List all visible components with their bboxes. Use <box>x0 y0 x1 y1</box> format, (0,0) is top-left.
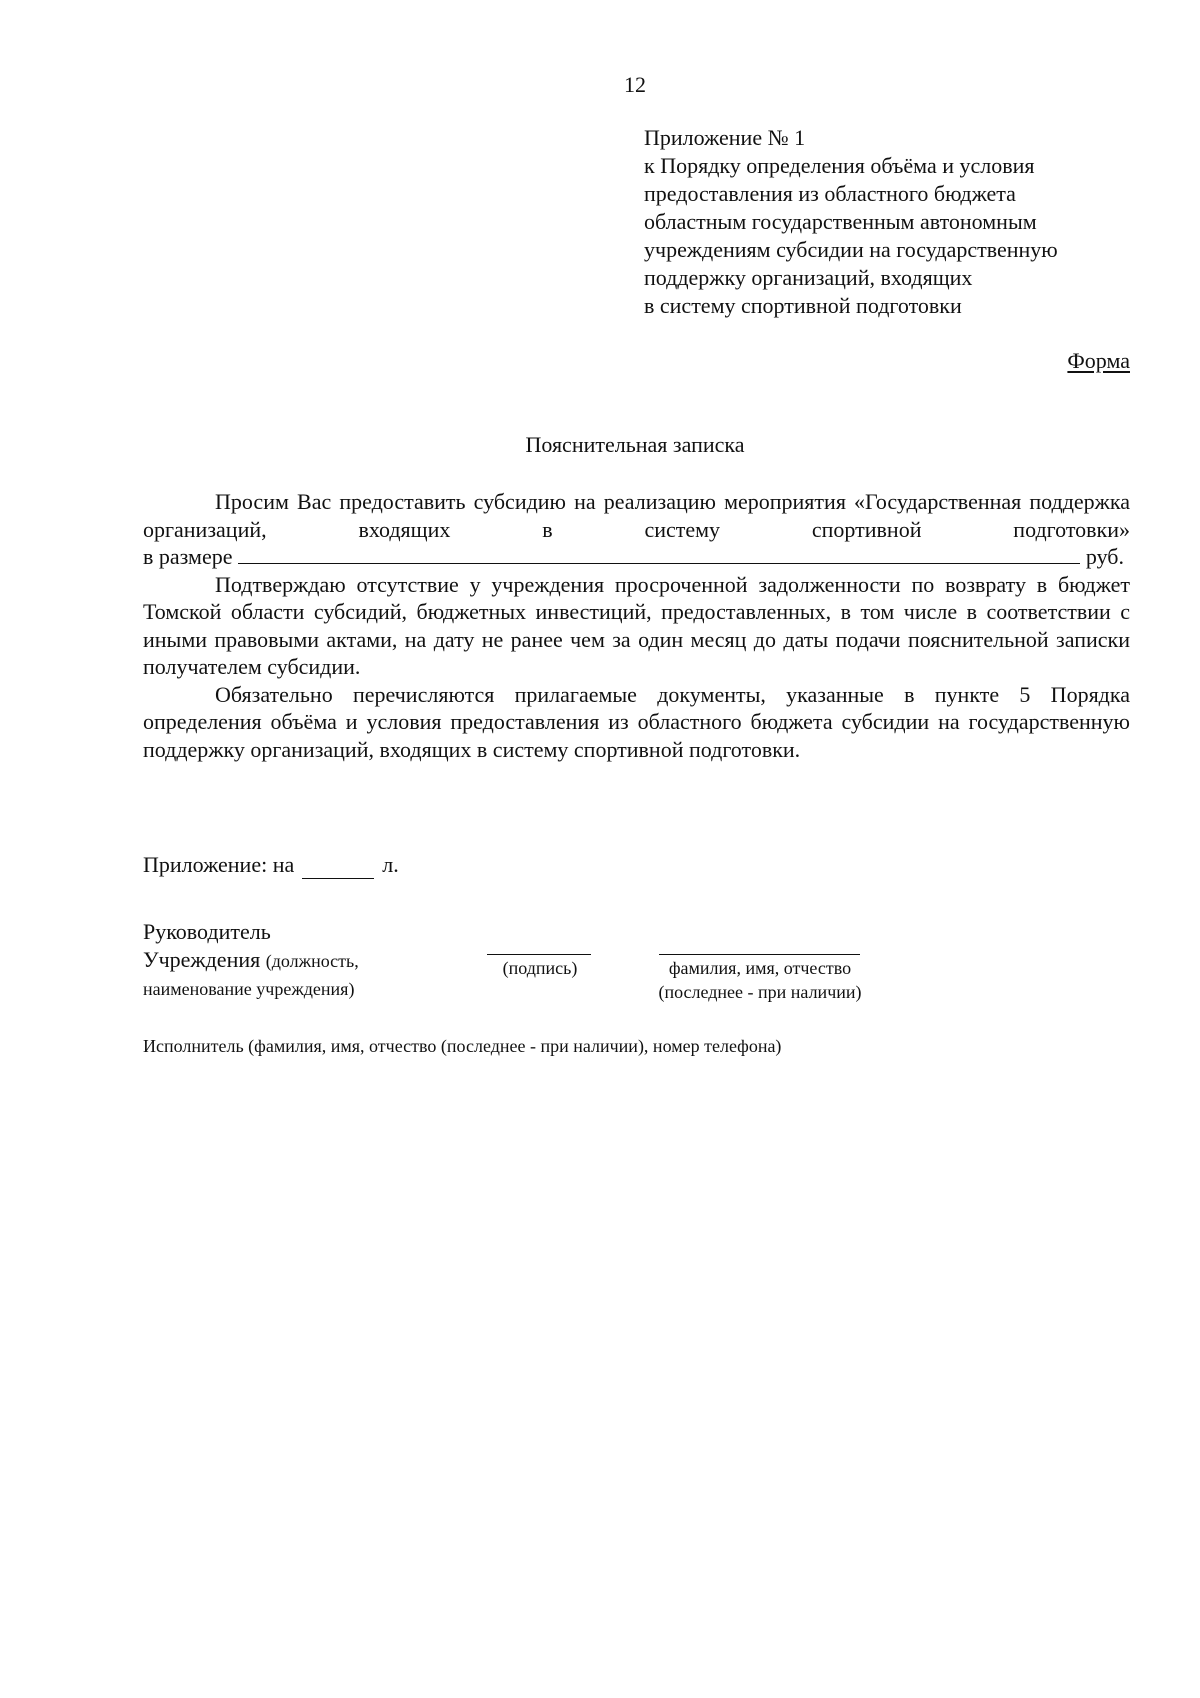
appendix-line: учреждениям субсидии на государственную <box>644 237 1058 262</box>
head-line-1: Руководитель <box>143 919 271 944</box>
head-line-2-main: Учреждения <box>143 947 261 972</box>
page-number: 12 <box>624 72 646 97</box>
appendix-line: предоставления из областного бюджета <box>644 181 1016 206</box>
document-title: Пояснительная записка <box>525 432 745 457</box>
amount-unit: руб. <box>1085 544 1124 569</box>
signature-blank-line <box>487 954 591 955</box>
paragraph-documents: Обязательно перечисляются прилагаемые документы, указанные в пункте 5 Порядка определения объёма и условия предоставления из областного бюджета субсидии на государственную поддержку организаций, входящих в систему спортивной подготовки. <box>143 681 1130 762</box>
head-line-2 <box>143 946 503 975</box>
amount-line <box>143 543 1130 571</box>
appendix-line: областным государственным автономным <box>644 209 1037 234</box>
attachment-pages-blank <box>302 852 374 879</box>
head-line-2-note: (должность, <box>265 951 359 971</box>
name-blank-line <box>659 954 860 955</box>
appendix-header <box>644 124 1144 320</box>
attachment-suffix: л. <box>382 852 399 877</box>
paragraph-request: Просим Вас предоставить субсидию на реализацию мероприятия «Государственная поддержка организаций, входящих в систему спортивной подготовки» <box>143 489 1130 542</box>
head-line-3: наименование учреждения) <box>143 979 355 999</box>
appendix-line: Приложение № 1 <box>644 125 806 150</box>
attachment-line <box>143 852 399 879</box>
attachment-prefix: Приложение: на <box>143 852 295 877</box>
executor-line: Исполнитель (фамилия, имя, отчество (последнее - при наличии), номер телефона) <box>143 1036 782 1056</box>
paragraph-confirmation: Подтверждаю отсутствие у учреждения просроченной задолженности по возврату в бюджет Томской области субсидий, бюджетных инвестиций, предоставленных, в том числе в соответствии с иными правовыми актами, на дату не ранее чем за один месяц до даты подачи пояснительной записки получателем субсидии. <box>143 571 1130 679</box>
appendix-line: в систему спортивной подготовки <box>644 293 962 318</box>
appendix-line: к Порядку определения объёма и условия <box>644 153 1035 178</box>
amount-blank <box>238 563 1079 564</box>
amount-prefix: в размере <box>143 544 233 569</box>
name-caption <box>630 956 890 1004</box>
head-position-block <box>143 918 503 1003</box>
name-caption-line-2: (последнее - при наличии) <box>658 982 862 1002</box>
name-caption-line-1: фамилия, имя, отчество <box>668 958 852 978</box>
document-body <box>143 488 1130 763</box>
signature-caption: (подпись) <box>502 958 578 978</box>
form-label: Форма <box>1067 348 1130 373</box>
appendix-line: поддержку организаций, входящих <box>644 265 973 290</box>
